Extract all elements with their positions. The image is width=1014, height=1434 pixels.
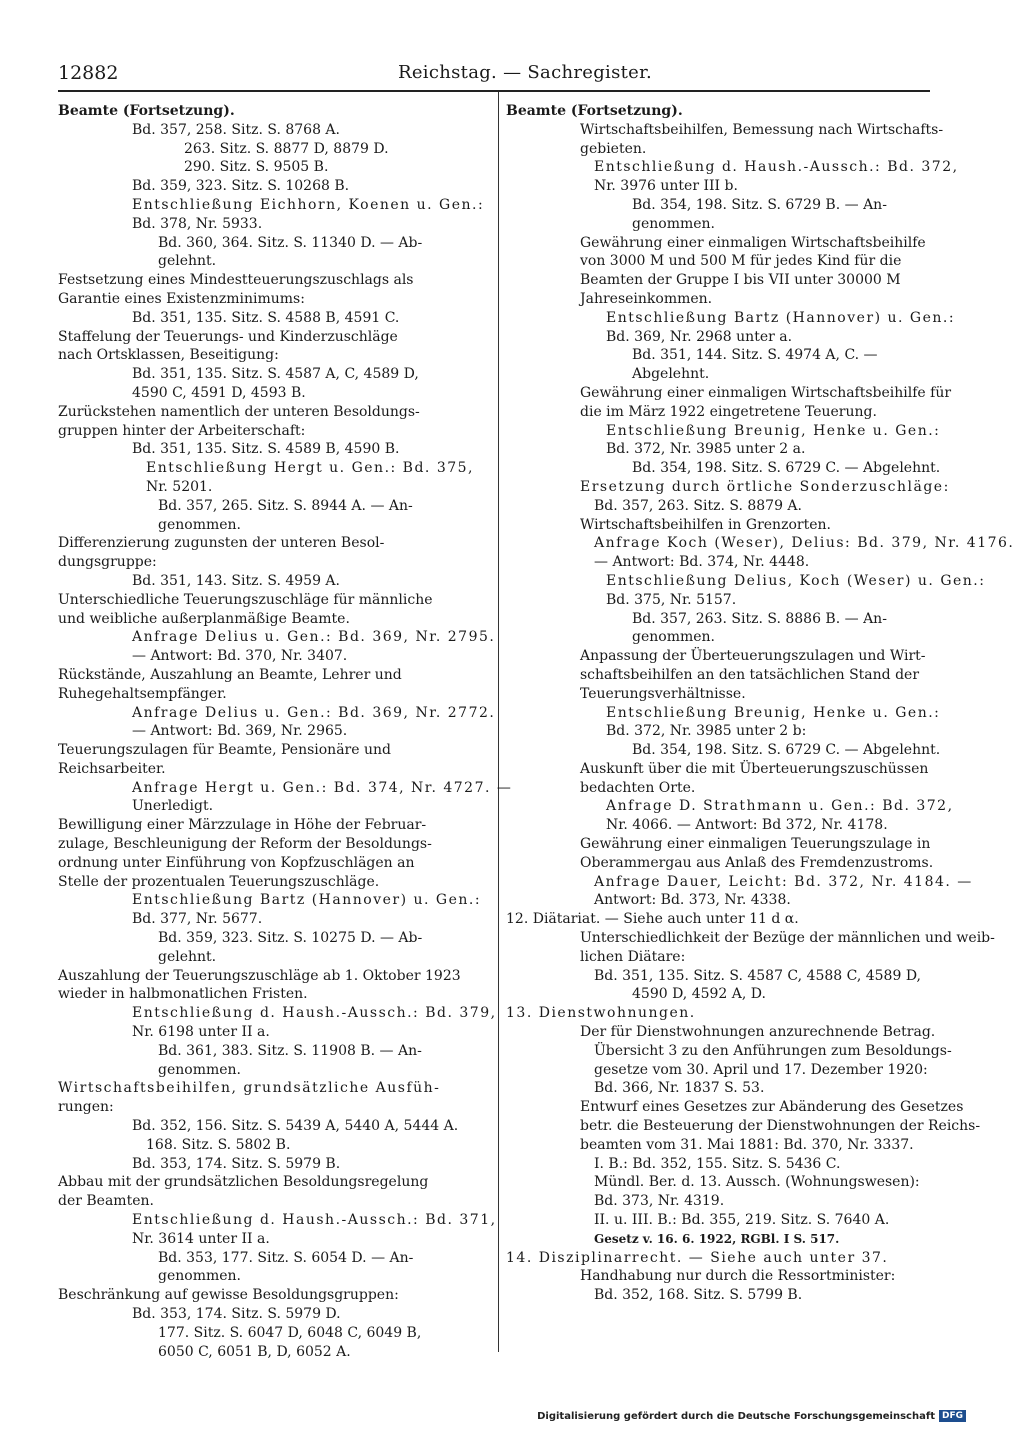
index-line: Gewährung einer einmaligen Wirtschaftsbeihilfe [580, 234, 926, 251]
index-line: schaftsbeihilfen an den tatsächlichen Stand der [580, 666, 920, 683]
index-line: bedachten Orte. [580, 779, 696, 796]
dfg-logo: DFG [939, 1410, 966, 1422]
index-line: Wirtschaftsbeihilfen in Grenzorten. [580, 516, 831, 533]
index-line: Anfrage D. Strathmann u. Gen.: Bd. 372, [606, 798, 954, 815]
index-line: 263. Sitz. S. 8877 D, 8879 D. [184, 140, 389, 157]
index-line: Übersicht 3 zu den Anführungen zum Besoldungs- [594, 1042, 952, 1059]
index-line: 290. Sitz. S. 9505 B. [184, 159, 329, 176]
index-line: Zurückstehen namentlich der unteren Besoldungs- [58, 403, 420, 420]
index-line: Bd. 351, 143. Sitz. S. 4959 A. [132, 572, 340, 589]
page-number: 12882 [58, 62, 119, 84]
index-line: Bd. 354, 198. Sitz. S. 6729 B. — An- [632, 196, 887, 213]
index-line: Ersetzung durch örtliche Sonderzuschläge: [580, 478, 950, 495]
footer-text: Digitalisierung gefördert durch die Deutsche Forschungsgemeinschaft [537, 1410, 935, 1422]
index-line: Bd. 351, 135. Sitz. S. 4587 C, 4588 C, 4589 D, [594, 967, 921, 984]
index-line: — Antwort: Bd. 374, Nr. 4448. [594, 554, 810, 571]
index-line: gruppen hinter der Arbeiterschaft: [58, 422, 306, 439]
index-line: Ruhegehaltsempfänger. [58, 685, 227, 702]
index-line: Entwurf eines Gesetzes zur Abänderung des Gesetzes [580, 1099, 964, 1116]
index-line: Bd. 351, 135. Sitz. S. 4589 B, 4590 B. [132, 441, 400, 458]
index-line: Gewährung einer einmaligen Wirtschaftsbeihilfe für [580, 384, 952, 401]
header-rule [58, 90, 930, 92]
index-line: und weibliche außerplanmäßige Beamte. [58, 610, 350, 627]
index-line: Bd. 352, 156. Sitz. S. 5439 A, 5440 A, 5444 A. [132, 1118, 459, 1135]
index-line: 14. Disziplinarrecht. — Siehe auch unter 37. [506, 1249, 889, 1266]
index-line: Reichsarbeiter. [58, 760, 166, 777]
index-line: genommen. [632, 629, 715, 646]
index-line: Bd. 360, 364. Sitz. S. 11340 D. — Ab- [158, 234, 423, 251]
index-line: Entschließung Breunig, Henke u. Gen.: [606, 422, 941, 439]
index-line: Garantie eines Existenzminimums: [58, 290, 305, 307]
index-line: Auszahlung der Teuerungszuschläge ab 1. Oktober 1923 [58, 967, 461, 984]
index-line: 13. Dienstwohnungen. [506, 1005, 696, 1022]
index-line: Entschließung Bartz (Hannover) u. Gen.: [132, 892, 482, 909]
index-line: Bd. 354, 198. Sitz. S. 6729 C. — Abgelehnt. [632, 460, 941, 477]
index-line: Bd. 357, 265. Sitz. S. 8944 A. — An- [158, 497, 413, 514]
index-line: 177. Sitz. S. 6047 D, 6048 C, 6049 B, [158, 1324, 422, 1341]
index-line: Bd. 353, 174. Sitz. S. 5979 D. [132, 1306, 341, 1322]
index-line: — Antwort: Bd. 369, Nr. 2965. [132, 723, 348, 740]
index-line: Nr. 3614 unter II a. [132, 1230, 270, 1247]
index-line: Unerledigt. [132, 798, 214, 815]
index-line: genommen. [158, 516, 241, 533]
index-line: Bd. 353, 177. Sitz. S. 6054 D. — An- [158, 1249, 414, 1266]
index-line: Entschließung Breunig, Henke u. Gen.: [606, 704, 941, 721]
index-line: Unterschiedlichkeit der Bezüge der männlichen und weib- [580, 930, 995, 947]
index-line: Festsetzung eines Mindestteuerungszuschlags als [58, 272, 414, 289]
index-line: Nr. 5201. [146, 478, 213, 495]
index-line: Bd. 373, Nr. 4319. [594, 1193, 725, 1210]
index-line: 12. Diätariat. — Siehe auch unter 11 d α. [506, 911, 799, 928]
index-line: nach Ortsklassen, Beseitigung: [58, 347, 279, 364]
index-line: Teuerungszulagen für Beamte, Pensionäre und [58, 742, 391, 759]
index-line: 6050 C, 6051 B, D, 6052 A. [158, 1343, 351, 1360]
index-line: Bd. 375, Nr. 5157. [606, 591, 737, 608]
index-line: Abgelehnt. [632, 366, 710, 383]
index-line: Bd. 357, 263. Sitz. S. 8886 B. — An- [632, 610, 887, 627]
index-line: Nr. 6198 unter II a. [132, 1024, 270, 1041]
running-title: Reichstag. — Sachregister. [398, 62, 653, 83]
index-line: Jahreseinkommen. [580, 290, 713, 307]
index-line: Antwort: Bd. 373, Nr. 4338. [594, 892, 791, 909]
index-line: der Beamten. [58, 1193, 154, 1210]
index-line: Differenzierung zugunsten der unteren Besol- [58, 535, 385, 552]
index-line: Bd. 361, 383. Sitz. S. 11908 B. — An- [158, 1042, 422, 1059]
index-line: Der für Dienstwohnungen anzurechnende Betrag. [580, 1024, 936, 1041]
index-line: betr. die Besteuerung der Dienstwohnungen der Reichs- [580, 1118, 981, 1135]
index-line: II. u. III. B.: Bd. 355, 219. Sitz. S. 7640 A. [594, 1212, 890, 1229]
index-line: Anfrage Delius u. Gen.: Bd. 369, Nr. 2772. [132, 704, 496, 721]
index-line: 4590 C, 4591 D, 4593 B. [132, 384, 306, 401]
index-line: Rückstände, Auszahlung an Beamte, Lehrer und [58, 666, 402, 683]
index-line: Auskunft über die mit Überteuerungszuschüssen [580, 760, 929, 777]
index-line: Anfrage Hergt u. Gen.: Bd. 374, Nr. 4727. — [132, 779, 513, 796]
index-line: Bd. 372, Nr. 3985 unter 2 a. [606, 441, 806, 458]
index-line: Nr. 3976 unter III b. [594, 178, 738, 195]
index-line: von 3000 M und 500 M für jedes Kind für die [580, 253, 902, 270]
index-line: Bd. 369, Nr. 2968 unter a. [606, 328, 793, 345]
right-column [506, 102, 1014, 1305]
index-line: Entschließung Eichhorn, Koenen u. Gen.: [132, 196, 485, 213]
index-line: Stelle der prozentualen Teuerungszuschläge. [58, 873, 380, 890]
index-line: Bd. 372, Nr. 3985 unter 2 b: [606, 723, 807, 740]
index-line: Anfrage Koch (Weser), Delius: Bd. 379, Nr. 4176. [594, 535, 1014, 552]
index-line: Bd. 351, 135. Sitz. S. 4588 B, 4591 C. [132, 309, 400, 326]
index-line: die im März 1922 eingetretene Teuerung. [580, 403, 877, 420]
index-line: Oberammergau aus Anlaß des Fremdenzustroms. [580, 854, 934, 871]
index-line: zulage, Beschleunigung der Reform der Besoldungs- [58, 836, 432, 853]
index-line: Bd. 352, 168. Sitz. S. 5799 B. [594, 1287, 803, 1304]
index-line: Entschließung d. Haush.-Aussch.: Bd. 372, [594, 159, 959, 176]
index-line: Mündl. Ber. d. 13. Aussch. (Wohnungswesen): [594, 1174, 920, 1191]
index-line: beamten vom 31. Mai 1881: Bd. 370, Nr. 3337. [580, 1136, 914, 1153]
index-line: Bd. 378, Nr. 5933. [132, 215, 263, 232]
index-line: Bd. 351, 144. Sitz. S. 4974 A, C. — [632, 347, 878, 364]
index-line: Teuerungsverhältnisse. [580, 685, 746, 702]
index-line: 168. Sitz. S. 5802 B. [146, 1136, 291, 1153]
index-line: Bd. 366, Nr. 1837 S. 53. [594, 1080, 765, 1097]
index-line: Unterschiedliche Teuerungszuschläge für männliche [58, 591, 433, 608]
index-line: 4590 D, 4592 A, D. [632, 986, 766, 1003]
index-line: Bd. 357, 263. Sitz. S. 8879 A. [594, 497, 802, 514]
column-divider [498, 92, 499, 1352]
index-line: Abbau mit der grundsätzlichen Besoldungsregelung [58, 1174, 429, 1191]
footer [537, 1410, 966, 1422]
index-line: genommen. [158, 1061, 241, 1078]
index-line: Bewilligung einer Märzzulage in Höhe der Februar- [58, 817, 427, 834]
index-line: Wirtschaftsbeihilfen, grundsätzliche Ausfüh- [58, 1080, 441, 1097]
index-line: Anfrage Dauer, Leicht: Bd. 372, Nr. 4184. — [594, 873, 973, 890]
index-line: Beamte (Fortsetzung). [506, 103, 683, 119]
index-line: Bd. 353, 174. Sitz. S. 5979 B. [132, 1155, 341, 1172]
index-line: gelehnt. [158, 253, 217, 270]
index-line: Beschränkung auf gewisse Besoldungsgruppen: [58, 1287, 399, 1304]
index-line: Staffelung der Teuerungs- und Kinderzuschläge [58, 328, 398, 345]
index-line: Anpassung der Überteuerungszulagen und Wirt- [580, 648, 926, 665]
index-line: — Antwort: Bd. 370, Nr. 3407. [132, 648, 348, 665]
index-line: gebieten. [580, 140, 647, 157]
index-line: Nr. 4066. — Antwort: Bd 372, Nr. 4178. [606, 817, 888, 834]
index-line: genommen. [632, 215, 715, 232]
index-line: lichen Diätare: [580, 948, 686, 965]
index-line: gelehnt. [158, 948, 217, 965]
index-line: rungen: [58, 1099, 114, 1116]
left-column [58, 102, 513, 1361]
index-line: Entschließung d. Haush.-Aussch.: Bd. 379, [132, 1005, 497, 1022]
index-line: Gewährung einer einmaligen Teuerungszulage in [580, 836, 931, 853]
index-line: Bd. 351, 135. Sitz. S. 4587 A, C, 4589 D, [132, 366, 419, 383]
index-line: Bd. 357, 258. Sitz. S. 8768 A. [132, 121, 340, 138]
index-line: Bd. 354, 198. Sitz. S. 6729 C. — Abgelehnt. [632, 742, 941, 759]
index-line: Gesetz v. 16. 6. 1922, RGBl. I S. 517. [594, 1231, 840, 1246]
index-line: ordnung unter Einführung von Kopfzuschlägen an [58, 854, 415, 871]
index-line: Bd. 359, 323. Sitz. S. 10275 D. — Ab- [158, 930, 423, 947]
index-line: Beamte (Fortsetzung). [58, 103, 235, 119]
index-line: Entschließung d. Haush.-Aussch.: Bd. 371, [132, 1212, 497, 1229]
index-line: Anfrage Delius u. Gen.: Bd. 369, Nr. 2795. [132, 629, 496, 646]
index-line: Bd. 359, 323. Sitz. S. 10268 B. [132, 178, 350, 195]
index-line: Wirtschaftsbeihilfen, Bemessung nach Wirtschafts- [580, 121, 944, 138]
index-line: Bd. 377, Nr. 5677. [132, 911, 263, 928]
index-line: Beamten der Gruppe I bis VII unter 30000 M [580, 272, 901, 289]
index-line: Entschließung Hergt u. Gen.: Bd. 375, [146, 460, 475, 477]
index-line: dungsgruppe: [58, 554, 157, 571]
index-line: Handhabung nur durch die Ressortminister: [580, 1268, 896, 1285]
index-line: I. B.: Bd. 352, 155. Sitz. S. 5436 C. [594, 1155, 841, 1172]
index-line: genommen. [158, 1268, 241, 1285]
index-line: wieder in halbmonatlichen Fristen. [58, 986, 308, 1003]
index-line: gesetze vom 30. April und 17. Dezember 1920: [594, 1061, 928, 1078]
index-line: Entschließung Delius, Koch (Weser) u. Gen.: [606, 572, 986, 589]
index-line: Entschließung Bartz (Hannover) u. Gen.: [606, 309, 956, 326]
